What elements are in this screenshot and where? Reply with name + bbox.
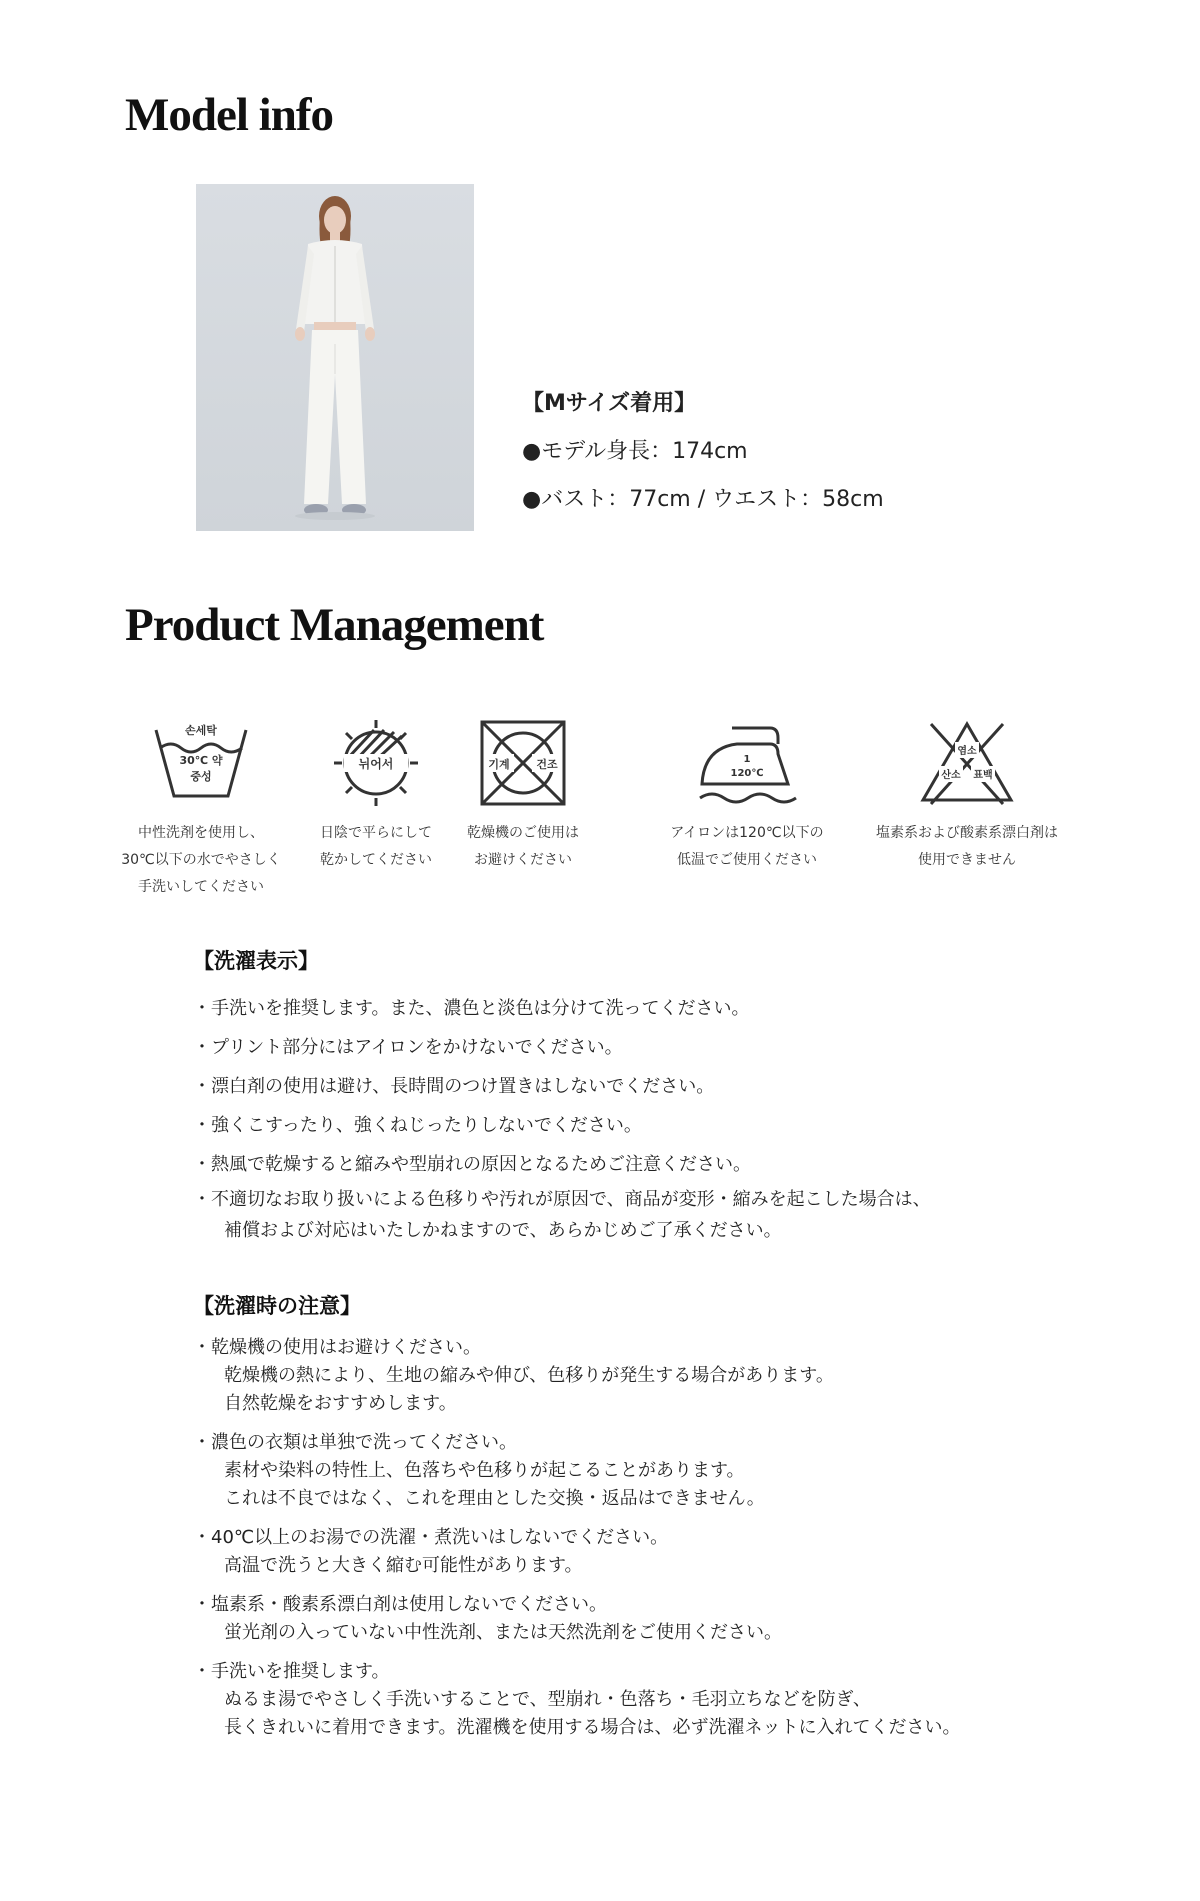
svg-text:염소: 염소 (957, 746, 977, 757)
model-info-title: Model info (125, 89, 334, 141)
list-item (193, 1429, 961, 1513)
list-item-main: ・乾燥機の使用はお避けください。 (193, 1337, 481, 1358)
svg-text:30℃ 약: 30℃ 약 (179, 754, 223, 767)
svg-text:중성: 중성 (190, 770, 212, 783)
no-tumble-dry-icon (478, 718, 568, 808)
wash-caution-section (193, 1290, 961, 1753)
list-item-main: ・塩素系・酸素系漂白剤は使用しないでください。 (193, 1594, 607, 1615)
wash-display-heading: 【洗濯表示】 (193, 949, 319, 973)
list-item (193, 1524, 961, 1580)
care-text: 日陰で平らにして 乾かしてください (320, 825, 432, 868)
care-item-shade-dry (306, 718, 446, 874)
wash-caution-heading: 【洗濯時の注意】 (193, 1294, 361, 1318)
model-photo (196, 184, 474, 531)
list-item: ・プリント部分にはアイロンをかけないでください。 (193, 1037, 623, 1058)
model-measurements: ●バスト：77cm / ウエスト：58cm (522, 487, 884, 512)
list-item: ・不適切なお取り扱いによる色移りや汚れが原因で、商品が変形・縮みを起こした場合は、 (193, 1189, 931, 1210)
list-item (193, 1591, 961, 1647)
hand-wash-icon (146, 718, 256, 808)
care-text: 乾燥機のご使用は お避けください (467, 825, 579, 868)
list-item: ・手洗いを推奨します。また、濃色と淡色は分けて洗ってください。 (193, 998, 750, 1019)
list-item-detail: 自然乾燥をおすすめします。 (224, 1393, 457, 1414)
list-item-detail: 蛍光剤の入っていない中性洗剤、または天然洗剤をご使用ください。 (224, 1622, 782, 1643)
list-item-continued: 補償および対応はいたしかねますので、あらかじめご了承ください。 (224, 1220, 782, 1241)
iron-low-temp-icon (692, 718, 802, 808)
list-item-main: ・濃色の衣類は単独で洗ってください。 (193, 1432, 517, 1453)
wash-display-section (193, 945, 931, 1246)
size-label: 【Mサイズ着用】 (522, 391, 697, 416)
svg-text:뉘어서: 뉘어서 (358, 757, 394, 771)
svg-text:1: 1 (743, 754, 751, 765)
care-item-iron (652, 718, 842, 874)
svg-text:기계: 기계 (488, 758, 510, 771)
model-height: ●モデル身長：174cm (522, 439, 748, 464)
list-item-main: ・40℃以上のお湯での洗濯・煮洗いはしないでください。 (193, 1527, 669, 1548)
product-management-title: Product Management (125, 599, 544, 651)
svg-text:손세탁: 손세탁 (185, 724, 217, 737)
no-bleach-icon (917, 718, 1017, 808)
care-text: 塩素系および酸素系漂白剤は 使用できません (876, 825, 1058, 868)
list-item (193, 1658, 961, 1742)
svg-text:건조: 건조 (536, 758, 558, 771)
list-item-detail: 長くきれいに着用できます。洗濯機を使用する場合は、必ず洗濯ネットに入れてください。 (224, 1717, 961, 1738)
list-item-main: ・手洗いを推奨します。 (193, 1661, 390, 1682)
care-text: 中性洗剤を使用し、 30℃以下の水でやさしく 手洗いしてください (121, 825, 281, 895)
care-item-no-bleach (862, 718, 1072, 874)
list-item: ・強くこすったり、強くねじったりしないでください。 (193, 1115, 642, 1136)
care-item-no-tumble-dry (448, 718, 598, 874)
list-item-detail: ぬるま湯でやさしく手洗いすることで、型崩れ・色落ち・毛羽立ちなどを防ぎ、 (224, 1689, 871, 1710)
list-item-detail: 乾燥機の熱により、生地の縮みや伸び、色移りが発生する場合があります。 (224, 1365, 834, 1386)
shade-dry-flat-icon (326, 718, 426, 808)
list-item-detail: 高温で洗うと大きく縮む可能性があります。 (224, 1555, 583, 1576)
care-text: アイロンは120℃以下の 低温でご使用ください (670, 825, 824, 868)
list-item (193, 1334, 961, 1418)
svg-text:120℃: 120℃ (730, 768, 764, 779)
care-item-hand-wash (98, 718, 304, 901)
model-size-info (522, 380, 884, 524)
list-item: ・漂白剤の使用は避け、長時間のつけ置きはしないでください。 (193, 1076, 715, 1097)
svg-text:표백: 표백 (973, 770, 993, 781)
list-item-detail: これは不良ではなく、これを理由とした交換・返品はできません。 (224, 1488, 765, 1509)
svg-text:산소: 산소 (941, 770, 961, 781)
list-item-detail: 素材や染料の特性上、色落ちや色移りが起こることがあります。 (224, 1460, 745, 1481)
list-item: ・熱風で乾燥すると縮みや型崩れの原因となるためご注意ください。 (193, 1154, 751, 1175)
